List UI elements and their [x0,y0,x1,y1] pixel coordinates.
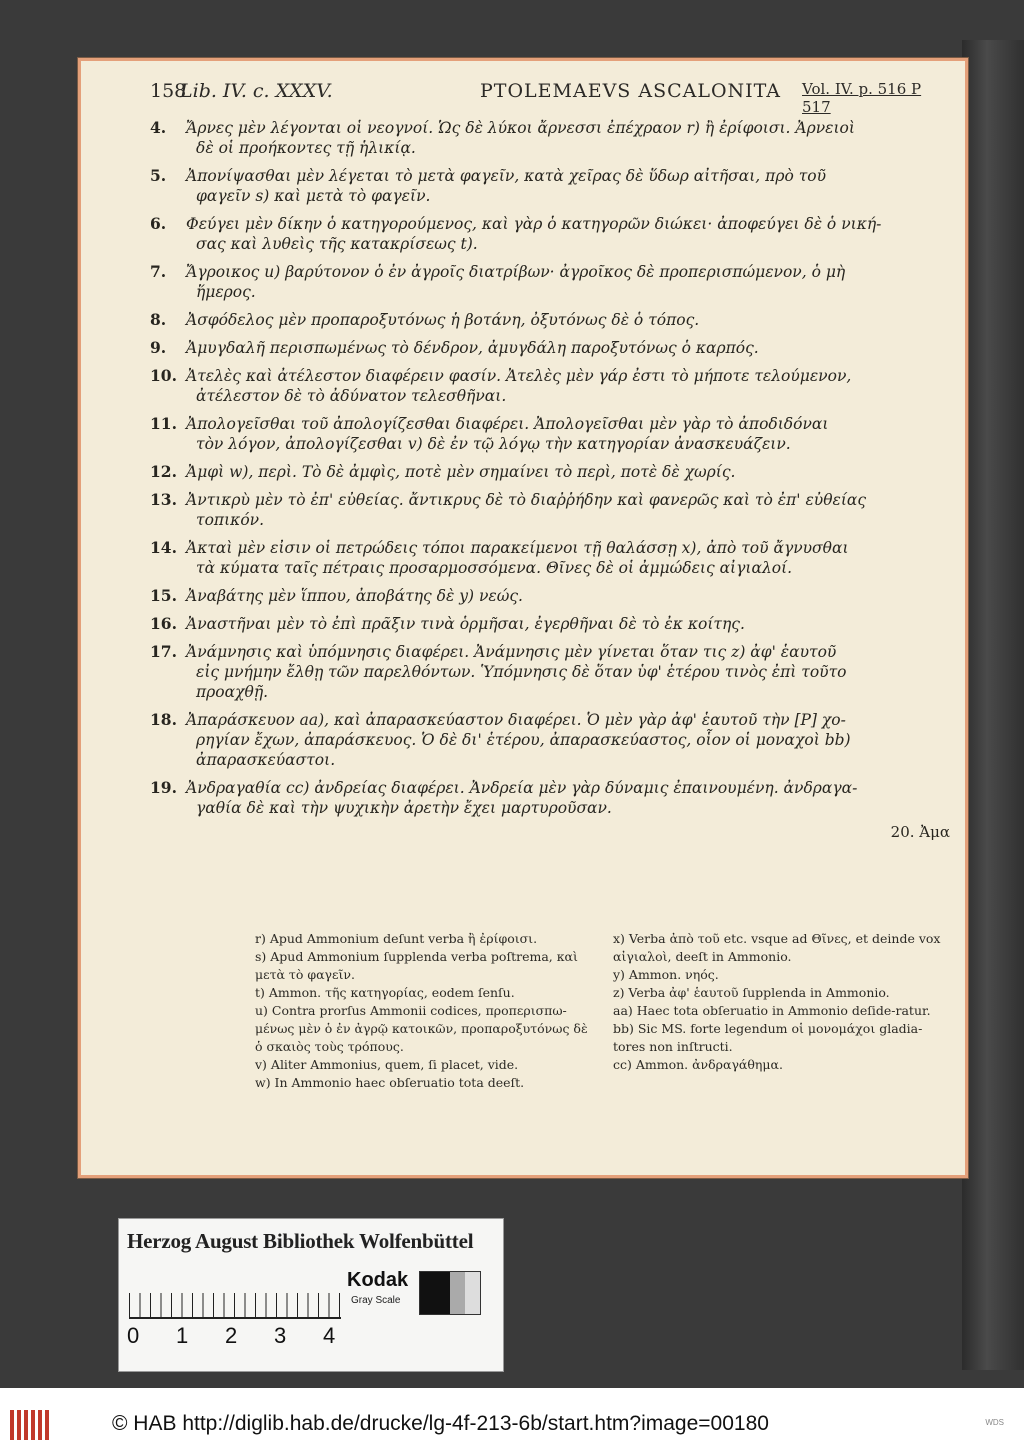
entry [150,414,950,454]
library-name: Herzog August Bibliothek Wolfenbüttel [127,1229,474,1253]
running-header [150,80,950,116]
entry [150,366,950,406]
entry [150,118,950,158]
footnote: z) Verba ἀφ' ἑαυτοῦ ſupplenda in Ammonio. [613,985,890,1000]
entry [150,614,950,634]
entry [150,338,950,358]
entry-text-line: Ἀμυγδαλῆ περισπωμένως τὸ δένδρον, ἀμυγδάλη παροξυτόνως ὁ καρπός. [186,339,759,357]
entry-number: 13. [150,490,177,509]
entry [150,490,950,530]
entry [150,586,950,606]
volume-ref: Vol. IV. p. 516 P 517 [802,80,922,116]
scale-number: 1 [176,1323,189,1348]
footnotes-left-column [255,930,595,1092]
entry-number: 14. [150,538,177,557]
entry-text-line: γαθία δὲ καὶ τὴν ψυχικὴν ἀρετὴν ἔχει μαρτυροῦσαν. [196,799,612,817]
entry-text-line: Φεύγει μὲν δίκην ὁ κατηγορούμενος, καὶ γὰρ ὁ κατηγορῶν διώκει· ἀποφεύγει δὲ ὁ νική- [186,215,882,233]
entry-text-line: ἀπαρασκεύαστοι. [196,751,336,769]
footnote: bb) Sic MS. forte legendum οἱ μονομάχοι gladia-tores non inſtructi. [613,1021,923,1054]
entry-text-line: Ἀπαράσκευον aa), καὶ ἀπαρασκεύαστον διαφέρει. Ὁ μὲν γὰρ ἀφ' ἑαυτοῦ τὴν [P] χο- [186,711,846,729]
footnote: t) Ammon. τῆς κατηγορίας, eodem ſenſu. [255,985,515,1000]
entry-text-line: Ἀμφὶ w), περὶ. Τὸ δὲ ἀμφὶς, ποτὲ μὲν σημαίνει τὸ περὶ, ποτὲ δὲ χωρίς. [186,463,736,481]
footnote: y) Ammon. νηός. [613,967,719,982]
gray-scale-text: Gray Scale [351,1295,401,1306]
entry-text-line: Ἀνδραγαθία cc) ἀνδρείας διαφέρει. Ἀνδρεία μὲν γὰρ δύναμις ἐπαινουμένη. ἀνδραγα- [186,779,858,797]
footnote: s) Apud Ammonium ſupplenda verba poſtrema, καὶ μετὰ τὸ φαγεῖν. [255,949,578,982]
entry-number: 8. [150,310,167,329]
footnote: r) Apud Ammonium deſunt verba ἢ ἐρίφοισι. [255,931,538,946]
book-chapter-ref: Lib. IV. c. XXXV. [180,80,333,102]
hab-logo-icon [10,1410,50,1440]
entry-number: 18. [150,710,177,729]
entry-text-line: ἀτέλεστον δὲ τὸ ἀδύνατον τελεσθῆναι. [196,387,507,405]
entry-text-line: σας καὶ λυθεὶς τῆς κατακρίσεως t). [196,235,478,253]
entry-number: 7. [150,262,167,281]
entry-text-line: Ἀσφόδελος μὲν προπαροξυτόνως ἡ βοτάνη, ὀξυτόνως δὲ ὁ τόπος. [186,311,700,329]
footnote: x) Verba ἀπὸ τοῦ etc. vsque ad Θῖνες, et deinde vox αἰγιαλοὶ, deeſt in Ammonio. [613,931,941,964]
entry-number: 4. [150,118,167,137]
entry-number: 12. [150,462,177,481]
entry-number: 5. [150,166,167,185]
entry-text-line: προαχθῇ. [196,683,269,701]
scale-number: 2 [225,1323,238,1348]
footnotes-right-column [613,930,953,1074]
entry [150,214,950,254]
entry-number: 11. [150,414,177,433]
footnote: cc) Ammon. ἀνδραγάθημα. [613,1057,783,1072]
running-title: PTOLEMAEVS ASCALONITA [480,80,782,102]
entry [150,710,950,770]
entry-text-line: Ἀπονίψασθαι μὲν λέγεται τὸ μετὰ φαγεῖν, κατὰ χεῖρας δὲ ὕδωρ αἰτῆσαι, πρὸ τοῦ [186,167,827,185]
footer-code: WDS [985,1418,1004,1427]
entry-text-line: ἥμερος. [196,283,256,301]
copyright-link[interactable]: © HAB http://diglib.hab.de/drucke/lg-4f-213-6b/start.htm?image=00180 [112,1412,769,1435]
scale-number: 3 [274,1323,287,1348]
page-number: 158 [150,80,187,102]
entry [150,778,950,818]
book-binding-edge [962,40,1024,1370]
kodak-brand: Kodak [347,1269,409,1291]
entry-text-line: τὸν λόγον, ἀπολογίζεσθαι v) δὲ ἐν τῷ λόγῳ τὴν κατηγορίαν ἀνασκευάζειν. [196,435,791,453]
scale-number: 4 [323,1323,336,1348]
entry-text-line: τοπικόν. [196,511,265,529]
entry-text-line: Ἀπολογεῖσθαι τοῦ ἀπολογίζεσθαι διαφέρει. Ἀπολογεῖσθαι μὲν γὰρ τὸ ἀποδιδόναι [186,415,829,433]
footnote: aa) Haec tota obſeruatio in Ammonio deſide-ratur. [613,1003,931,1018]
entry-text-line: Ἀντικρὺ μὲν τὸ ἐπ' εὐθείας. ἄντικρυς δὲ τὸ διαῤῥήδην καὶ φανερῶς καὶ τὸ ἐπ' εὐθείας [186,491,867,509]
entry-text-line: Ἄρνες μὲν λέγονται οἱ νεογνοί. Ὡς δὲ λύκοι ἄρνεσσι ἐπέχραον r) ἢ ἐρίφοισι. Ἀρνειοὶ [186,119,855,137]
entry-text-line: φαγεῖν s) καὶ μετὰ τὸ φαγεῖν. [196,187,431,205]
entry-number: 9. [150,338,167,357]
entry-text-line: τὰ κύματα ταῖς πέτραις προσαρμοσσόμενα. Θῖνες δὲ οἱ ἀμμώδεις αἰγιαλοί. [196,559,793,577]
scale-ruler [129,1269,341,1319]
gray-swatch [419,1271,481,1315]
entry-text-line: Ἀτελὲς καὶ ἀτέλεστον διαφέρειν φασίν. Ἀτελὲς μὲν γάρ ἐστι τὸ μήποτε τελούμενον, [186,367,852,385]
entry-number: 10. [150,366,177,385]
entry-number: 15. [150,586,177,605]
entries-list [150,118,950,842]
entry [150,642,950,702]
entry [150,262,950,302]
entry [150,310,950,330]
entry [150,538,950,578]
entry-number: 6. [150,214,167,233]
entry-text-line: ρηγίαν ἔχων, ἀπαράσκευος. Ὁ δὲ δι' ἑτέρου, ἀπαρασκεύαστος, οἷον οἱ μοναχοὶ bb) [196,731,851,749]
entry [150,166,950,206]
catchword: 20. Ἀμα [890,823,950,841]
footnote: v) Aliter Ammonius, quem, ſi placet, vide. [255,1057,519,1072]
entry-number: 17. [150,642,177,661]
entry-text-line: Ἀναβάτης μὲν ἵππου, ἀποβάτης δὲ y) νεώς. [186,587,523,605]
entry-text-line: Ἀνάμνησις καὶ ὑπόμνησις διαφέρει. Ἀνάμνησις μὲν γίνεται ὅταν τις z) ἀφ' ἑαυτοῦ [186,643,837,661]
entry-number: 19. [150,778,177,797]
footnote: u) Contra prorſus Ammonii codices, προπερισπω-μένως μὲν ὁ ἐν ἀγρῷ κατοικῶν, προπαροξυτόνως δὲ ὁ σκαιὸς τοὺς τρόπους. [255,1003,588,1054]
scale-number: 0 [127,1323,140,1348]
entry-text-line: εἰς μνήμην ἔλθῃ τῶν παρελθόντων. Ὑπόμνησις δὲ ὅταν ὑφ' ἑτέρου τινὸς ἐπὶ τοῦτο [196,663,847,681]
entry-text-line: Ἄγροικος u) βαρύτονον ὁ ἐν ἀγροῖς διατρίβων· ἀγροῖκος δὲ προπερισπώμενον, ὁ μὴ [186,263,846,281]
entry-text-line: Ἀκταὶ μὲν εἰσιν οἱ πετρώδεις τόποι παρακείμενοι τῇ θαλάσσῃ x), ἀπὸ τοῦ ἄγνυσθαι [186,539,849,557]
entry [150,462,950,482]
entry-text-line: Ἀναστῆναι μὲν τὸ ἐπὶ πρᾶξιν τινὰ ὁρμῆσαι, ἐγερθῆναι δὲ τὸ ἐκ κοίτης. [186,615,745,633]
library-color-label [118,1218,504,1372]
footnote: w) In Ammonio haec obſeruatio tota deeſt. [255,1075,525,1090]
entry-number: 16. [150,614,177,633]
footer-bar [0,1388,1024,1454]
entry-text-line: δὲ οἱ προήκοντες τῇ ἡλικίᾳ. [196,139,416,157]
